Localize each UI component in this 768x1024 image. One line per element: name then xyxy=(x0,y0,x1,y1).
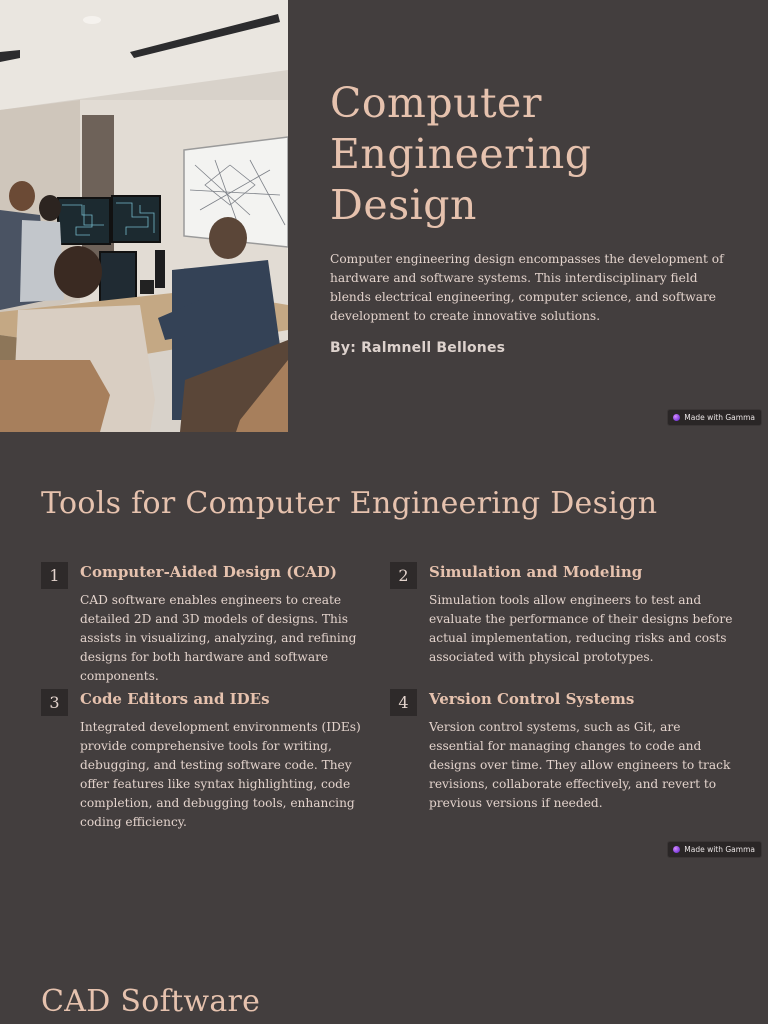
tool-number: 2 xyxy=(390,562,417,589)
tool-title: Version Control Systems xyxy=(429,690,635,708)
cad-section-title: CAD Software xyxy=(41,984,261,1019)
tool-title: Computer-Aided Design (CAD) xyxy=(80,563,337,581)
tool-number: 3 xyxy=(41,689,68,716)
title-line: Computer xyxy=(330,79,542,127)
gamma-logo-icon xyxy=(673,846,680,853)
title-slide xyxy=(0,0,768,432)
tool-number: 4 xyxy=(390,689,417,716)
engineers-office-photo xyxy=(0,0,288,432)
gamma-logo-icon xyxy=(673,414,680,421)
tools-section-title: Tools for Computer Engineering Design xyxy=(41,486,658,521)
intro-paragraph: Computer engineering design encompasses the development of hardware and software systems. This interdisciplinary field blends electrical engineering, computer science, and software development to create innovative solutions. xyxy=(330,252,724,323)
tool-description: Simulation tools allow engineers to test and evaluate the performance of their designs before actual implementation, reducing risks and costs associated with physical prototypes. xyxy=(429,593,733,664)
author-byline: By: Ralmnell Bellones xyxy=(330,340,506,356)
badge-label: Made with Gamma xyxy=(684,845,755,854)
tool-number: 1 xyxy=(41,562,68,589)
tool-title: Code Editors and IDEs xyxy=(80,690,270,708)
made-with-gamma-badge[interactable] xyxy=(667,841,762,858)
title-line: Design xyxy=(330,181,477,229)
made-with-gamma-badge[interactable] xyxy=(667,409,762,426)
tool-description: Version control systems, such as Git, are essential for managing changes to code and designs over time. They allow engineers to track revisions, collaborate effectively, and revert to previous versions if needed. xyxy=(429,720,731,810)
presentation-title xyxy=(330,78,730,231)
tool-description: Integrated development environments (IDEs) provide comprehensive tools for writing, debugging, and testing software code. They offer features like syntax highlighting, code completion, and debugging tools, enhancing coding efficiency. xyxy=(80,720,361,829)
badge-label: Made with Gamma xyxy=(684,413,755,422)
tool-description: CAD software enables engineers to create detailed 2D and 3D models of designs. This assists in visualizing, analyzing, and refining designs for both hardware and software components. xyxy=(80,593,357,683)
tool-title: Simulation and Modeling xyxy=(429,563,643,581)
title-line: Engineering xyxy=(330,130,592,178)
